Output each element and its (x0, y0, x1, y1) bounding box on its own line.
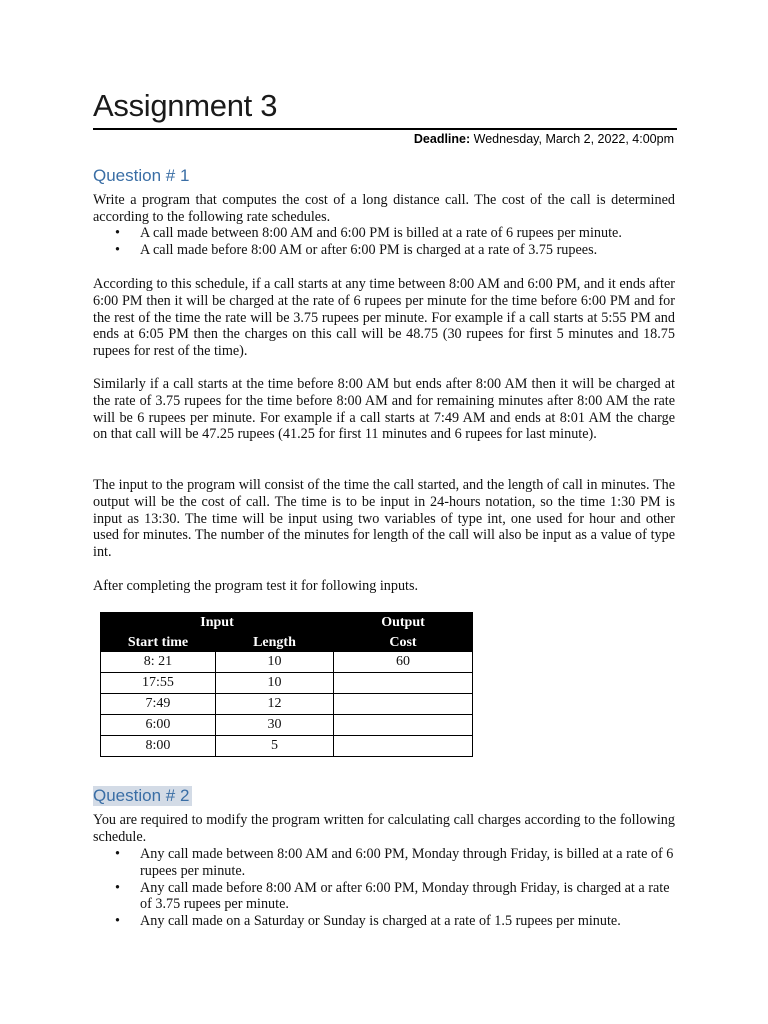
table-row (101, 715, 473, 736)
bullet-icon: • (115, 913, 120, 930)
table-cell: 6:00 (101, 715, 216, 736)
table-cell: 60 (334, 652, 473, 673)
list-item (93, 913, 675, 930)
list-item (93, 846, 675, 880)
deadline-label: Deadline: (413, 132, 471, 146)
table-cell: 10 (216, 673, 334, 694)
table-cell: 7:49 (101, 694, 216, 715)
question-1-paragraph: Similarly if a call starts at the time before 8:00 AM but ends after 8:00 AM then it will be charged at the rate of 3.75 rupees for the time before 8:00 AM and for remaining minutes after 8:00 AM the rate will be 6 rupees per minute. For example if a call starts at 7:49 AM and ends at 8:01 AM the charge on that call will be 47.25 rupees (41.25 for first 11 minutes and 6 rupees for last minute). (93, 376, 675, 443)
table-row (101, 673, 473, 694)
question-2-heading: Question # 2 (93, 786, 192, 806)
table-row (101, 652, 473, 673)
column-header: Length (216, 634, 334, 652)
list-item-text: Any call made between 8:00 AM and 6:00 PM, Monday through Friday, is billed at a rate of 6 rupees per minute. (140, 846, 674, 879)
list-item-text: A call made between 8:00 AM and 6:00 PM is billed at a rate of 6 rupees per minute. (140, 225, 622, 241)
table-cell (334, 736, 473, 757)
table-row (101, 736, 473, 757)
table-cell: 10 (216, 652, 334, 673)
table-cell: 12 (216, 694, 334, 715)
bullet-icon: • (115, 879, 120, 896)
deadline-value: Wednesday, March 2, 2022, 4:00pm (473, 132, 674, 146)
title-divider (93, 128, 677, 130)
question-1-paragraph: According to this schedule, if a call starts at any time between 8:00 AM and 6:00 PM, and it ends after 6:00 PM then it will be charged at the rate of 6 rupees per minute for the time before 6:00 PM and for the rest of the time the rate will be 3.75 rupees per minute. For example if a call starts at 5:55 PM and ends at 6:05 PM then the charges on this call will be 48.75 (30 rupees for first 5 minutes and 18.75 rupees for rest of the time). (93, 276, 675, 360)
list-item (93, 880, 675, 914)
list-item-text: Any call made before 8:00 AM or after 6:00 PM, Monday through Friday, is charged at a rate of 3.75 rupees per minute. (140, 879, 670, 913)
table-cell: 8: 21 (101, 652, 216, 673)
table-cell (334, 694, 473, 715)
table-header-row (101, 634, 473, 652)
table-group-header-row (101, 613, 473, 634)
table-cell: 8:00 (101, 736, 216, 757)
bullet-icon: • (115, 241, 120, 258)
table-cell: 30 (216, 715, 334, 736)
table-cell: 17:55 (101, 673, 216, 694)
question-1-heading: Question # 1 (93, 166, 190, 185)
table-row (101, 694, 473, 715)
question-1-rate-list (93, 225, 675, 259)
list-item-text: A call made before 8:00 AM or after 6:00 PM is charged at a rate of 3.75 rupees. (140, 241, 598, 258)
column-header: Start time (101, 634, 216, 652)
page-title: Assignment 3 (93, 88, 278, 123)
list-item (93, 242, 675, 259)
deadline (414, 132, 674, 146)
question-1-paragraph: The input to the program will consist of the time the call started, and the length of call in minutes. The output will be the cost of call. The time is to be input in 24-hours notation, so the time 1:30 PM is input as 13:30. The time will be input using two variables of type int, one used for hour and other used for minutes. The number of the minutes for length of the call will also be input as a value of type int. (93, 477, 675, 561)
question-1-paragraph: After completing the program test it for following inputs. (93, 578, 419, 594)
bullet-icon: • (115, 846, 120, 862)
group-header-output: Output (334, 613, 473, 634)
table-cell (334, 715, 473, 736)
question-2-intro: You are required to modify the program written for calculating call charges according to the following schedule. (93, 812, 675, 845)
table-cell: 5 (216, 736, 334, 757)
test-input-table (100, 612, 473, 757)
bullet-icon: • (115, 225, 120, 241)
list-item-text: Any call made on a Saturday or Sunday is charged at a rate of 1.5 rupees per minute. (140, 913, 621, 930)
column-header: Cost (334, 634, 473, 652)
group-header-input: Input (101, 613, 334, 634)
question-1-intro: Write a program that computes the cost of a long distance call. The cost of the call is determined according to the following rate schedules. (93, 192, 675, 225)
list-item (93, 225, 675, 242)
question-2-rate-list (93, 846, 675, 930)
table-cell (334, 673, 473, 694)
